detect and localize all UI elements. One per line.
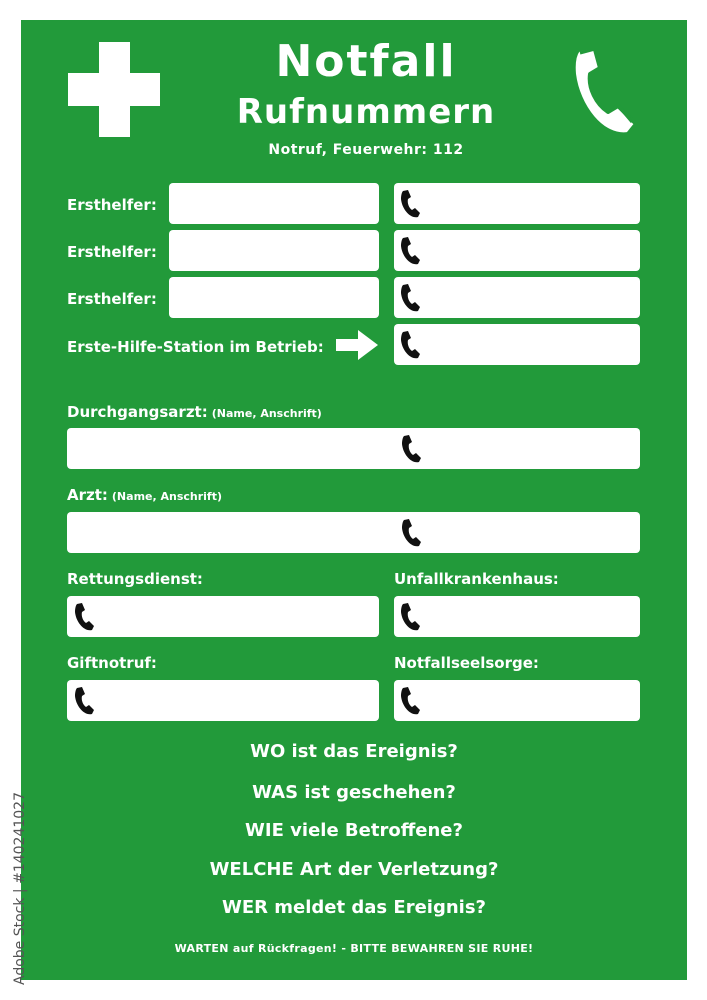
ersthelfer-name-field-2[interactable]: [169, 230, 379, 271]
arzt-label-text: Arzt:: [67, 486, 108, 504]
durchgangsarzt-label-text: Durchgangsarzt:: [67, 403, 208, 421]
unfallkrankenhaus-field[interactable]: [394, 596, 640, 637]
name-address-hint: (Name, Anschrift): [211, 407, 322, 420]
notfallseelsorge-label: Notfallseelsorge:: [394, 654, 539, 672]
phone-icon: [400, 189, 422, 219]
unfallkrankenhaus-label: Unfallkrankenhaus:: [394, 570, 559, 588]
arzt-field[interactable]: [67, 512, 640, 553]
right-arrow-icon: [336, 330, 378, 360]
phone-icon: [400, 283, 422, 313]
ersthelfer-phone-field-1[interactable]: [394, 183, 640, 224]
station-label: Erste-Hilfe-Station im Betrieb:: [67, 338, 324, 356]
phone-icon: [400, 236, 422, 266]
notfallseelsorge-field[interactable]: [394, 680, 640, 721]
station-phone-field[interactable]: [394, 324, 640, 365]
stock-id-label: Adobe Stock | #140241027: [12, 792, 28, 985]
footer-note: WARTEN auf Rückfragen! - BITTE BEWAHREN SIE RUHE!: [174, 942, 534, 955]
ersthelfer-label-3: Ersthelfer:: [67, 290, 157, 308]
ersthelfer-phone-field-2[interactable]: [394, 230, 640, 271]
phone-icon: [401, 518, 423, 548]
giftnotruf-label: Giftnotruf:: [67, 654, 157, 672]
rettungsdienst-label: Rettungsdienst:: [67, 570, 203, 588]
telephone-handset-icon: [572, 44, 642, 136]
first-aid-cross-icon: [68, 42, 160, 137]
page-subtitle: Rufnummern: [236, 92, 496, 132]
phone-icon: [74, 602, 96, 632]
question-where: WO ist das Ereignis?: [250, 741, 458, 762]
ersthelfer-label-1: Ersthelfer:: [67, 196, 157, 214]
ersthelfer-name-field-1[interactable]: [169, 183, 379, 224]
rettungsdienst-field[interactable]: [67, 596, 379, 637]
giftnotruf-field[interactable]: [67, 680, 379, 721]
phone-icon: [400, 330, 422, 360]
ersthelfer-name-field-3[interactable]: [169, 277, 379, 318]
question-injury-type: WELCHE Art der Verletzung?: [209, 859, 499, 880]
question-how-many: WIE viele Betroffene?: [245, 820, 463, 841]
name-address-hint: (Name, Anschrift): [111, 490, 223, 503]
phone-icon: [74, 686, 96, 716]
phone-icon: [400, 602, 422, 632]
question-who: WER meldet das Ereignis?: [222, 897, 486, 918]
phone-icon: [400, 686, 422, 716]
question-what: WAS ist geschehen?: [252, 782, 456, 803]
arzt-label: [67, 486, 222, 504]
durchgangsarzt-label: [67, 403, 322, 421]
ersthelfer-label-2: Ersthelfer:: [67, 243, 157, 261]
phone-icon: [401, 434, 423, 464]
emergency-number-line: Notruf, Feuerwehr: 112: [268, 142, 464, 158]
durchgangsarzt-field[interactable]: [67, 428, 640, 469]
ersthelfer-phone-field-3[interactable]: [394, 277, 640, 318]
page-title: Notfall: [275, 36, 457, 87]
